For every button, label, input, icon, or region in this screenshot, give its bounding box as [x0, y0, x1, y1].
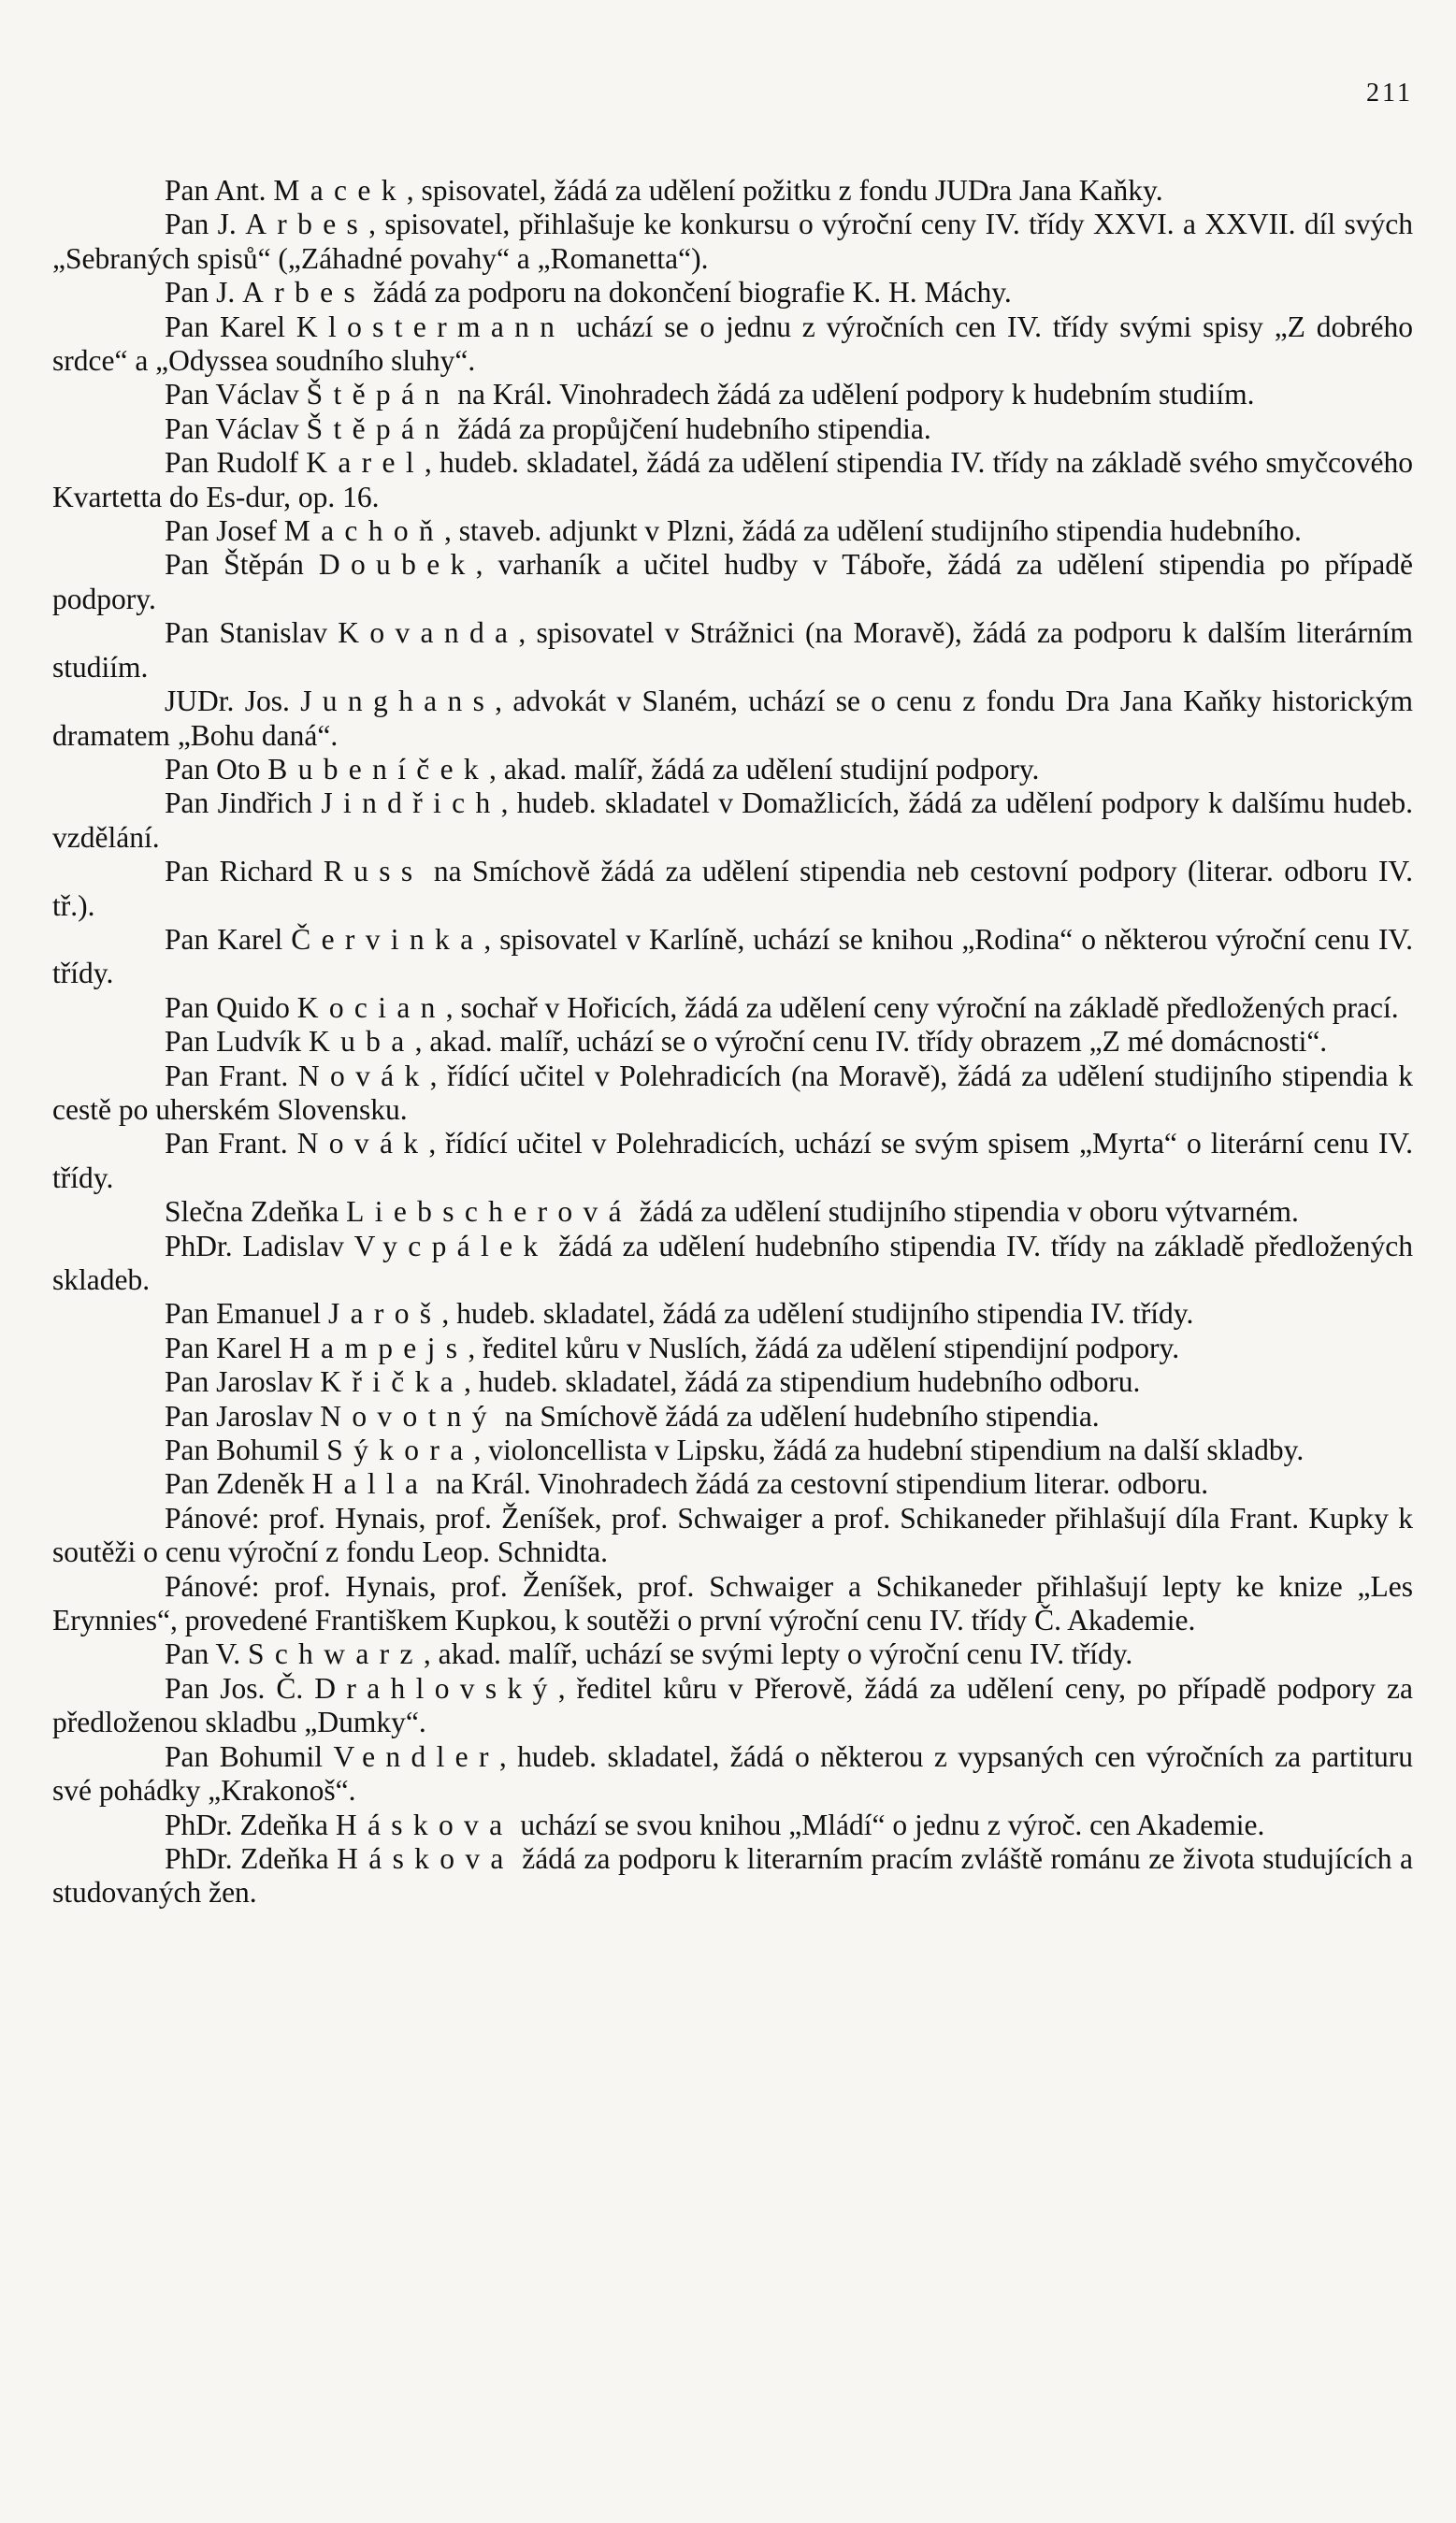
entry-text-rest: , spisovatel v Strážnici (na Moravě), žádá za podporu k dalším literárním studiím. [52, 616, 1413, 684]
entry-text-lead: Pan Josef [165, 514, 284, 548]
entry-text-lead: PhDr. Zdeňka [165, 1841, 338, 1875]
entry-text-lead: Pan Stanislav [165, 616, 339, 650]
entry-text-lead: Pan Frant. [165, 1127, 297, 1161]
entry-paragraph [52, 1400, 1413, 1434]
entry-spaced-name: Kuba [309, 1025, 415, 1059]
entry-paragraph [52, 753, 1413, 786]
entry-spaced-name: Kovanda [338, 616, 519, 650]
entry-text-lead: Pan V. [165, 1637, 248, 1671]
entry-spaced-name: Vendler [333, 1739, 499, 1773]
entry-text-rest: , ředitel kůru v Nuslích, žádá za udělení stipendijní podpory. [468, 1331, 1180, 1364]
entry-paragraph [52, 1434, 1413, 1467]
entry-text-rest: žádá za udělení hudebního stipendia IV. třídy na základě předložených skladeb. [52, 1229, 1413, 1296]
entry-text-rest: žádá za udělení studijního stipendia v oboru výtvarném. [631, 1195, 1299, 1229]
entry-text-lead: Pan Karel [165, 1331, 289, 1364]
entry-paragraph [52, 378, 1413, 411]
entry-text-rest: uchází se o jednu z výročních cen IV. třídy svými spisy „Z dobrého srdce“ a „Odyssea soudního sluhy“. [52, 310, 1413, 378]
entry-spaced-name: Vycpálek [353, 1229, 549, 1262]
entry-spaced-name: Klostermann [296, 310, 566, 343]
entry-paragraph [52, 1467, 1413, 1501]
entry-text-lead: PhDr. Zdeňka [165, 1808, 336, 1841]
entry-text-lead: Pan Zdeněk [165, 1467, 312, 1501]
entry-text-lead: Pan Jaroslav [165, 1365, 321, 1399]
entry-paragraph [52, 1025, 1413, 1059]
entry-paragraph [52, 412, 1413, 446]
entry-text-rest: žádá za podporu na dokončení biografie K. H. Máchy. [366, 276, 1012, 310]
entry-text-rest: , staveb. adjunkt v Plzni, žádá za udělení studijního stipendia hudebního. [444, 514, 1302, 548]
entry-text-lead: JUDr. Jos. [165, 685, 301, 718]
entry-paragraph [52, 991, 1413, 1025]
entry-spaced-name: Macek [273, 174, 407, 207]
entry-paragraph [52, 1809, 1413, 1842]
entry-text-rest: , advokát v Slaném, uchází se o cenu z fondu Dra Jana Kaňky historickým dramatem „Bohu daná“. [52, 685, 1413, 752]
entry-paragraph [52, 1332, 1413, 1365]
entry-text-lead: Pánové: prof. Hynais, prof. Ženíšek, prof. Schwaiger a prof. Schikaneder přihlašují díla Frant. Kupky k soutěži o cenu výroční z fondu Leop. Schnidta. [52, 1501, 1413, 1569]
entry-text-rest: , ředitel kůru v Přerově, žádá za udělení ceny, po případě podpory za předloženou skladbu „Dumky“. [52, 1671, 1413, 1739]
entry-text-lead: Pan Karel [165, 310, 296, 343]
entry-paragraph [52, 923, 1413, 991]
entry-spaced-name: Halla [311, 1467, 429, 1501]
entry-spaced-name: Hampejs [288, 1331, 469, 1364]
entry-text-rest: , spisovatel, přihlašuje ke konkursu o výroční ceny IV. třídy XXVI. a XXVII. díl svých „Sebraných spisů“ („Záhadné povahy“ a „Romanetta“). [52, 208, 1413, 275]
entry-text-rest: , varhaník a učitel hudby v Táboře, žádá za udělení stipendia po případě podpory. [52, 548, 1413, 615]
entry-text-lead: Pan Bohumil [165, 1739, 334, 1773]
entry-text-rest: na Smíchově žádá za udělení stipendia neb cestovní podpory (literar. odboru IV. tř.). [52, 855, 1413, 922]
entry-paragraph [52, 446, 1413, 514]
entry-paragraph [52, 1297, 1413, 1331]
entry-text-rest: , hudeb. skladatel, žádá za udělení studijního stipendia IV. třídy. [441, 1297, 1194, 1331]
entry-spaced-name: Doubek [318, 548, 476, 582]
entry-spaced-name: Schwarz [248, 1637, 424, 1671]
entry-text-rest: , hudeb. skladatel, žádá za stipendium hudebního odboru. [463, 1365, 1141, 1399]
entry-paragraph [52, 208, 1413, 276]
entry-paragraph [52, 310, 1413, 379]
entry-text-lead: Pan Richard [165, 855, 324, 888]
entry-spaced-name: Štěpán [306, 411, 451, 445]
page-number: 211 [1366, 79, 1413, 108]
entry-paragraph [52, 1060, 1413, 1128]
entry-text-rest: na Smíchově žádá za udělení hudebního stipendia. [497, 1399, 1100, 1433]
entry-text-rest: , hudeb. skladatel v Domažlicích, žádá za udělení podpory k dalšímu hudeb. vzdělání. [52, 786, 1413, 854]
entry-spaced-name: Novák [296, 1127, 429, 1161]
entry-text-lead: Pan Jaroslav [165, 1399, 321, 1433]
entry-spaced-name: Russ [323, 855, 424, 888]
entry-paragraph [52, 1740, 1413, 1809]
entry-spaced-name: Novák [297, 1059, 430, 1092]
entry-paragraph [52, 1365, 1413, 1399]
entry-spaced-name: Červinka [291, 922, 484, 956]
entry-text-rest: , akad. malíř, uchází se o výroční cenu IV. třídy obrazem „Z mé domácnosti“. [414, 1025, 1328, 1059]
entry-text-lead: Pan Štěpán [165, 548, 319, 582]
entry-text-lead: Pan Oto [165, 752, 268, 786]
entry-text-rest: na Král. Vinohradech žádá za cestovní stipendium literar. odboru. [428, 1467, 1209, 1501]
entry-paragraph [52, 276, 1413, 310]
entry-text-rest: , violoncellista v Lipsku, žádá za hudební stipendium na další skladby. [473, 1434, 1305, 1467]
entry-text-rest: , řídící učitel v Polehradicích (na Moravě), žádá za udělení studijního stipendia k cestě po uherském Slovensku. [52, 1059, 1413, 1126]
entry-spaced-name: Štěpán [306, 378, 451, 411]
entry-paragraph [52, 685, 1413, 753]
entry-paragraph [52, 616, 1413, 685]
entry-paragraph [52, 1502, 1413, 1570]
entry-spaced-name: Arbes [242, 276, 367, 310]
entry-text-lead: Pan Bohumil [165, 1434, 327, 1467]
entry-text-lead: Pan Jos. Č. [165, 1671, 315, 1705]
entry-paragraph [52, 548, 1413, 616]
entry-paragraph [52, 1842, 1413, 1910]
entry-text-rest: žádá za propůjčení hudebního stipendia. [450, 411, 931, 445]
entry-text-rest: uchází se svou knihou „Mládí“ o jednu z výroč. cen Akademie. [512, 1808, 1265, 1841]
entry-text-lead: Pan Václav [165, 378, 307, 411]
entry-paragraph [52, 174, 1413, 208]
entry-spaced-name: Novotný [320, 1399, 497, 1433]
entry-spaced-name: Karel [306, 446, 425, 480]
entry-text-rest: , akad. malíř, žádá za udělení studijní podpory. [489, 752, 1040, 786]
entry-spaced-name: Junghans [300, 685, 496, 718]
entry-text-lead: Pan Emanuel [165, 1297, 328, 1331]
entry-paragraph [52, 786, 1413, 855]
entries-list [52, 174, 1413, 1910]
entry-text-lead: Pan J. [165, 276, 243, 310]
entry-paragraph [52, 1672, 1413, 1740]
entry-text-lead: Slečna Zdeňka [165, 1195, 347, 1229]
entry-spaced-name: Háskova [335, 1808, 513, 1841]
entry-text-lead: Pan Jindřich [165, 786, 322, 820]
entry-paragraph [52, 514, 1413, 548]
entry-text-lead: Pan J. [165, 208, 246, 241]
entry-text-lead: Pan Rudolf [165, 446, 307, 480]
entry-paragraph [52, 855, 1413, 923]
entry-text-rest: , řídící učitel v Polehradicích, uchází se svým spisem „Myrta“ o literární cenu IV. třídy. [52, 1127, 1413, 1194]
entry-spaced-name: Křička [320, 1365, 464, 1399]
entry-text-lead: Pan Quido [165, 990, 297, 1024]
entry-text-rest: , akad. malíř, uchází se svými lepty o výroční cenu IV. třídy. [423, 1637, 1133, 1671]
entry-spaced-name: Machoň [283, 514, 445, 548]
entry-spaced-name: Arbes [245, 208, 369, 241]
entry-spaced-name: Liebscherová [346, 1195, 632, 1229]
entry-spaced-name: Jindřich [321, 786, 501, 820]
entry-text-rest: , spisovatel v Karlíně, uchází se knihou „Rodina“ o některou výroční cenu IV. třídy. [52, 922, 1413, 990]
entry-paragraph [52, 1570, 1413, 1638]
entry-text-rest: žádá za podporu k literarním pracím zvláště románu ze života studujících a studovaných žen. [52, 1841, 1413, 1910]
entry-text-rest: , hudeb. skladatel, žádá o některou z vypsaných cen výročních za partituru své pohádky „Krakonoš“. [52, 1739, 1414, 1808]
entry-spaced-name: Sýkora [326, 1434, 474, 1467]
entry-text-lead: Pánové: prof. Hynais, prof. Ženíšek, prof. Schwaiger a Schikaneder přihlašují lepty ke knize „Les Erynnies“, provedené Františkem Kupkou, k soutěži o první výroční cenu IV. třídy Č. Akademie. [52, 1569, 1413, 1637]
entry-paragraph [52, 1230, 1413, 1298]
entry-text-rest: na Král. Vinohradech žádá za udělení podpory k hudebním studiím. [450, 378, 1255, 411]
entry-spaced-name: Jaroš [327, 1297, 442, 1331]
entry-text-lead: Pan Ludvík [165, 1025, 309, 1059]
entry-text-rest: , hudeb. skladatel, žádá za udělení stipendia IV. třídy na základě svého smyčcového Kvartetta do Es-dur, op. 16. [52, 446, 1413, 513]
entry-spaced-name: Bubeníček [267, 752, 490, 786]
entry-spaced-name: Drahlovský [314, 1671, 558, 1705]
entry-text-lead: Pan Ant. [165, 174, 274, 207]
entry-spaced-name: Kocian [296, 990, 446, 1024]
entry-spaced-name: Háskova [337, 1841, 514, 1875]
entry-paragraph [52, 1195, 1413, 1229]
entry-text-lead: PhDr. Ladislav [165, 1229, 354, 1262]
entry-text-lead: Pan Karel [165, 922, 292, 956]
entry-paragraph [52, 1637, 1413, 1671]
entry-text-rest: , spisovatel, žádá za udělení požitku z fondu JUDra Jana Kaňky. [406, 174, 1163, 207]
entry-paragraph [52, 1127, 1413, 1195]
entry-text-lead: Pan Václav [165, 411, 307, 445]
entry-text-rest: , sochař v Hořicích, žádá za udělení ceny výroční na základě předložených prací. [445, 990, 1399, 1024]
entry-text-lead: Pan Frant. [165, 1059, 298, 1092]
